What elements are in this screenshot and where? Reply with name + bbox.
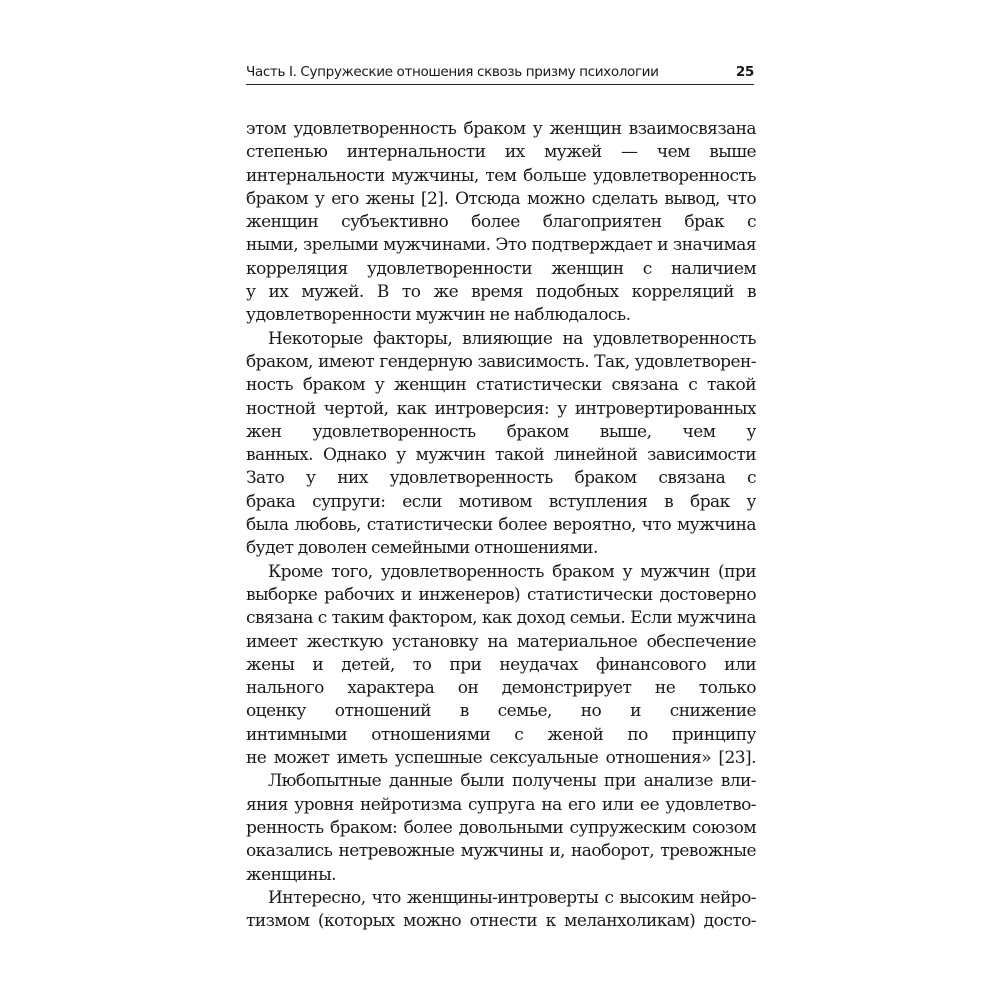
text-line: выборке рабочих и инженеров) статистически достоверно <box>246 584 756 605</box>
text-line: была любовь, статистически более вероятно, что мужчина <box>246 515 756 536</box>
text-line: ностной чертой, как интроверсия: у интровертированных <box>246 398 756 419</box>
text-line: Зато у них удовлетворенность браком связана с <box>246 468 756 489</box>
text-line: жен удовлетворенность браком выше, чем у <box>246 421 756 442</box>
text-line: ность браком у женщин статистически связана с такой <box>246 375 756 396</box>
text-line: оценку отношений в семье, но и снижение <box>246 701 756 722</box>
text-line: Некоторые факторы, влияющие на удовлетворенность <box>268 328 756 349</box>
text-line: этом удовлетворенность браком у женщин взаимосвязана <box>246 119 756 139</box>
text-line: тизмом (которых можно отнести к меланхоликам) досто- <box>246 911 756 932</box>
text-line: оказались нетревожные мужчины и, наоборот, тревожные <box>246 841 756 862</box>
text-line: Интересно, что женщины-интроверты с высоким нейро- <box>268 887 756 908</box>
running-header <box>246 60 754 85</box>
chapter-title: Часть I. Супружеские отношения сквозь призму психологии <box>246 64 659 80</box>
text-line: женщин субъективно более благоприятен брак с <box>246 212 756 233</box>
text-line: степенью интернальности их мужей — чем выше <box>246 142 756 163</box>
text-line: имеет жесткую установку на материальное обеспечение <box>246 631 756 652</box>
text-line: у их мужей. В то же время подобных корреляций в <box>246 282 756 303</box>
text-line: нального характера он демонстрирует не только <box>246 678 756 699</box>
text-line: браком, имеют гендерную зависимость. Так, удовлетворен- <box>246 351 756 372</box>
text-line: не может иметь успешные сексуальные отношения» [23]. <box>246 748 756 769</box>
text-line: удовлетворенности мужчин не наблюдалось. <box>246 305 631 326</box>
text-line: ренность браком: более довольными супружеским союзом <box>246 817 756 838</box>
text-line: интернальности мужчины, тем больше удовлетворенность <box>246 165 756 186</box>
text-line: яния уровня нейротизма супруга на его или ее удовлетво- <box>246 794 756 815</box>
text-line: ванных. Однако у мужчин такой линейной зависимости <box>246 445 756 466</box>
text-line: женщины. <box>246 864 337 885</box>
text-line: Кроме того, удовлетворенность браком у мужчин (при <box>268 561 756 582</box>
text-line: Любопытные данные были получены при анализе вли- <box>268 771 756 792</box>
text-line: корреляция удовлетворенности женщин с наличием <box>246 258 756 279</box>
text-line: браком у его жены [2]. Отсюда можно сделать вывод, что <box>246 188 756 209</box>
body-text <box>246 118 756 933</box>
text-line: интимными отношениями с женой по принципу <box>246 724 756 745</box>
text-line: ными, зрелыми мужчинами. Это подтверждает и значимая <box>246 235 756 256</box>
text-line: связана с таким фактором, как доход семьи. Если мужчина <box>246 608 756 629</box>
text-line: будет доволен семейными отношениями. <box>246 538 598 559</box>
page-number: 25 <box>735 64 754 80</box>
text-line: жены и детей, то при неудачах финансового или <box>246 654 756 675</box>
text-line: брака супруги: если мотивом вступления в брак у <box>246 491 756 512</box>
